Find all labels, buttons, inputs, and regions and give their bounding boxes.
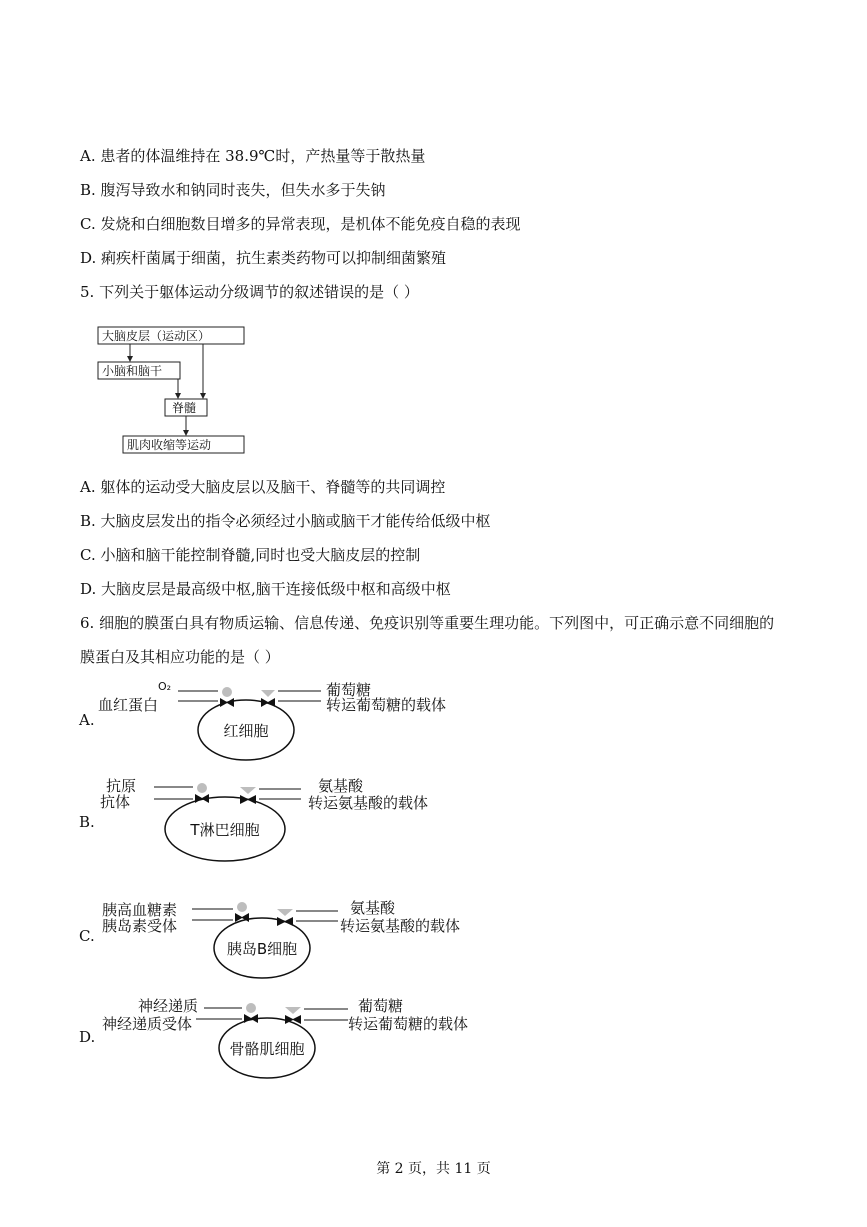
right-top-label: 葡萄糖	[358, 997, 404, 1015]
q6-stem-line2: 膜蛋白及其相应功能的是（ ）	[80, 648, 280, 666]
q5-option-b: B. 大脑皮层发出的指令必须经过小脑或脑干才能传给低级中枢	[80, 512, 491, 530]
left-top-label: 神经递质	[138, 997, 199, 1015]
q6-option-d-label: D.	[79, 1028, 96, 1046]
ligand-triangle-icon	[240, 787, 256, 794]
receptor-protein-icon	[220, 698, 234, 707]
flowchart-label-cerebellum: 小脑和脑干	[102, 364, 163, 378]
ligand-triangle-icon	[261, 690, 275, 697]
right-bottom-label: 转运氨基酸的载体	[340, 917, 461, 935]
ligand-circle-icon	[237, 902, 247, 912]
right-bottom-label: 转运葡萄糖的载体	[348, 1015, 469, 1033]
q5-option-a: A. 躯体的运动受大脑皮层以及脑干、脊髓等的共同调控	[80, 478, 446, 496]
q6-option-c-diagram	[96, 893, 476, 993]
left-bottom-label: 神经递质受体	[102, 1015, 193, 1033]
right-top-label: 葡萄糖	[326, 681, 372, 699]
q6-option-a-label: A.	[79, 711, 95, 729]
q4-option-c: C. 发烧和白细胞数目增多的异常表现，是机体不能免疫自稳的表现	[80, 215, 521, 233]
page-footer: 第 2 页，共 11 页	[376, 1161, 491, 1177]
receptor-protein-icon	[195, 794, 209, 803]
cell-name: 红细胞	[223, 722, 269, 740]
right-bottom-label: 转运葡萄糖的载体	[326, 696, 447, 714]
carrier-protein-icon	[277, 917, 293, 926]
q6-option-b-label: B.	[79, 813, 95, 831]
ligand-circle-icon	[197, 783, 207, 793]
q4-option-a: A. 患者的体温维持在 38.9℃时，产热量等于散热量	[80, 147, 426, 165]
q5-option-c: C. 小脑和脑干能控制脊髓,同时也受大脑皮层的控制	[80, 546, 421, 564]
ligand-circle-icon	[222, 687, 232, 697]
right-top-label: 氨基酸	[318, 777, 364, 795]
left-bottom-label: 抗体	[100, 793, 131, 811]
q4-option-d: D. 痢疾杆菌属于细菌，抗生素类药物可以抑制细菌繁殖	[80, 249, 447, 267]
left-top-label: 胰高血糖素	[102, 901, 178, 919]
carrier-protein-icon	[240, 795, 256, 804]
flowchart-label-cortex: 大脑皮层（运动区）	[102, 329, 211, 343]
receptor-protein-icon	[244, 1014, 258, 1023]
left-top-label: 抗原	[106, 777, 137, 795]
q6-stem-line1: 6. 细胞的膜蛋白具有物质运输、信息传递、免疫识别等重要生理功能。下列图中，可正确示意不同细胞的	[80, 614, 775, 632]
q6-option-b-diagram	[96, 773, 476, 873]
ligand-triangle-icon	[277, 909, 293, 916]
left-bottom-label: 血红蛋白	[98, 696, 159, 714]
q6-option-d-diagram	[96, 993, 476, 1093]
left-bottom-label: 胰岛素受体	[102, 917, 178, 935]
right-top-label: 氨基酸	[350, 899, 396, 917]
q4-option-b: B. 腹泻导致水和钠同时丧失，但失水多于失钠	[80, 181, 386, 199]
cell-name: 胰岛B细胞	[226, 940, 298, 958]
carrier-protein-icon	[261, 698, 275, 707]
ligand-circle-icon	[246, 1003, 256, 1013]
q5-option-d: D. 大脑皮层是最高级中枢,脑干连接低级中枢和高级中枢	[80, 580, 451, 598]
q5-stem: 5. 下列关于躯体运动分级调节的叙述错误的是（ ）	[80, 283, 419, 301]
flowchart-label-muscle: 肌肉收缩等运动	[127, 438, 212, 452]
flowchart-label-spinal: 脊髓	[172, 401, 197, 415]
left-top-label: O₂	[158, 680, 172, 693]
q6-option-c-label: C.	[79, 927, 95, 945]
ligand-triangle-icon	[285, 1007, 301, 1014]
cell-name: 骨骼肌细胞	[229, 1040, 305, 1058]
right-bottom-label: 转运氨基酸的载体	[308, 794, 429, 812]
cell-name: T淋巴细胞	[190, 821, 260, 839]
q6-option-a-diagram	[96, 678, 476, 768]
motor-control-flowchart	[90, 320, 260, 460]
